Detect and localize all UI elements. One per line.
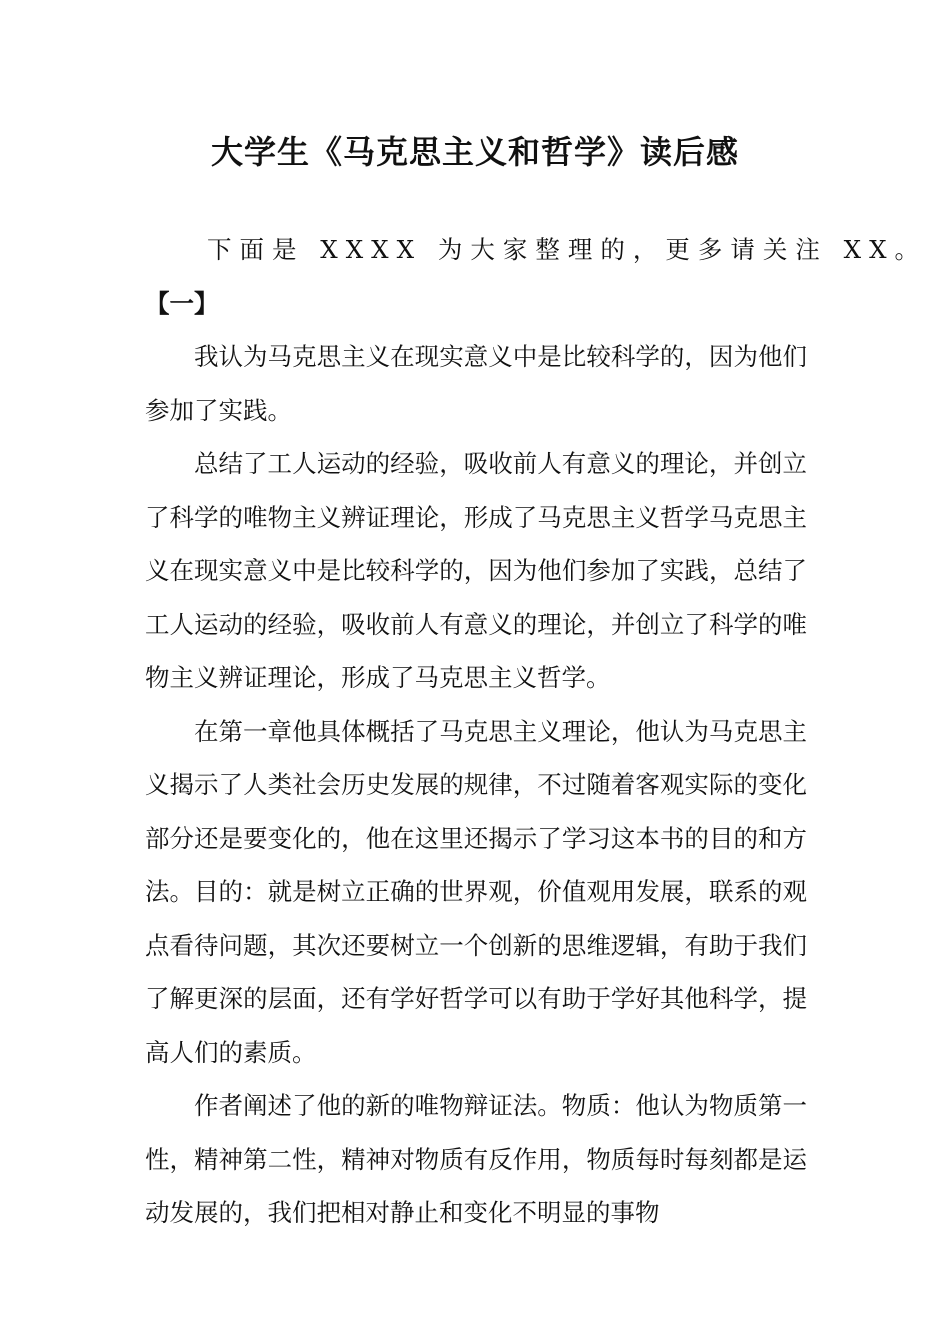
paragraph-4: 作者阐述了他的新的唯物辩证法。物质：他认为物质第一性，精神第二性，精神对物质有反作用，物质每时每刻都是运动发展的，我们把相对静止和变化不明显的事物 (145, 1091, 807, 1227)
section-marker: 【一】 (145, 288, 219, 318)
document-title: 大学生《马克思主义和哲学》读后感 (210, 133, 739, 171)
paragraph-1: 我认为马克思主义在现实意义中是比较科学的，因为他们参加了实践。 (145, 342, 807, 425)
document-body (145, 223, 928, 1240)
intro-line: 下面是 XXXX 为大家整理的，更多请关注 XX。 (207, 235, 928, 264)
paragraph-2: 总结了工人运动的经验，吸收前人有意义的理论，并创立了科学的唯物主义辨证理论，形成了马克思主义哲学马克思主义在现实意义中是比较科学的，因为他们参加了实践，总结了工人运动的经验，吸收前人有意义的理论，并创立了科学的唯物主义辨证理论，形成了马克思主义哲学。 (145, 449, 807, 692)
paragraph-3: 在第一章他具体概括了马克思主义理论，他认为马克思主义揭示了人类社会历史发展的规律，不过随着客观实际的变化部分还是要变化的，他在这里还揭示了学习这本书的目的和方法。目的：就是树立正确的世界观，价值观用发展，联系的观点看待问题，其次还要树立一个创新的思维逻辑，有助于我们了解更深的层面，还有学好哲学可以有助于学好其他科学，提高人们的素质。 (145, 716, 807, 1067)
